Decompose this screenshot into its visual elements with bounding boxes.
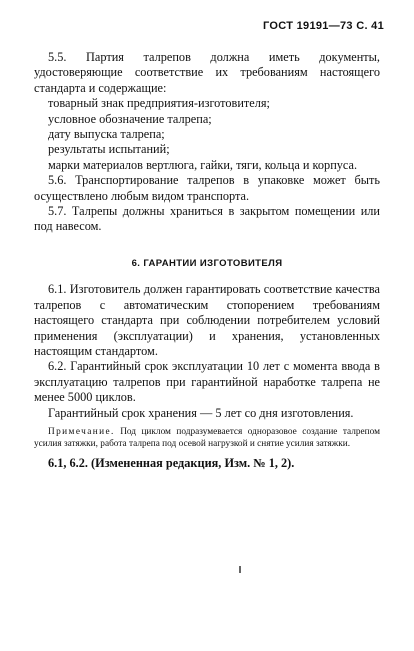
paragraph-6-2: 6.2. Гарантийный срок эксплуатации 10 лет с момента ввода в эксплуатацию талрепов при гарантийной наработке талрепа не менее 5000 циклов. (34, 359, 380, 405)
note-label: Примечание. (48, 426, 115, 437)
scan-mark (239, 566, 241, 573)
amendment-reference: 6.1, 6.2. (Измененная редакция, Изм. № 1, 2). (48, 456, 295, 471)
paragraph-6-1: 6.1. Изготовитель должен гарантировать соответствие качества талрепов с автоматическим стопорением требованиям настоящего стандарта при соблюдении потребителем условий применения (эксплуатации) и хранения, установленных настоящим стандартом. (34, 282, 380, 358)
document-body (34, 50, 380, 472)
note (34, 427, 380, 450)
paragraph-6-2-storage: Гарантийный срок хранения — 5 лет со дня изготовления. (48, 405, 354, 420)
note-text: Под циклом подразумевается одноразовое создание талрепом усилия затяжки, работа талрепа под осевой нагрузкой и снятие усилия затяжки. (34, 426, 380, 449)
paragraph-5-5-intro: 5.5. Партия талрепов должна иметь документы, удостоверяющие соответствие их требованиям настоящего стандарта и содержащие: (34, 50, 380, 95)
list-item: марки материалов вертлюга, гайки, тяги, кольца и корпуса. (48, 157, 358, 172)
list-item: товарный знак предприятия-изготовителя; (48, 96, 270, 111)
section-6-title: 6. ГАРАНТИИ ИЗГОТОВИТЕЛЯ (131, 257, 283, 269)
paragraph-5-7: 5.7. Талрепы должны храниться в закрытом помещении или под навесом. (34, 204, 380, 234)
paragraph-5-5-list (34, 96, 380, 173)
list-item: результаты испытаний; (48, 142, 170, 157)
paragraph-5-6: 5.6. Транспортирование талрепов в упаковке может быть осуществлено любым видом транспорта. (34, 173, 380, 203)
list-item: дату выпуска талрепа; (48, 127, 165, 142)
running-head: ГОСТ 19191—73 С. 41 (263, 20, 384, 32)
list-item: условное обозначение талрепа; (48, 111, 212, 126)
